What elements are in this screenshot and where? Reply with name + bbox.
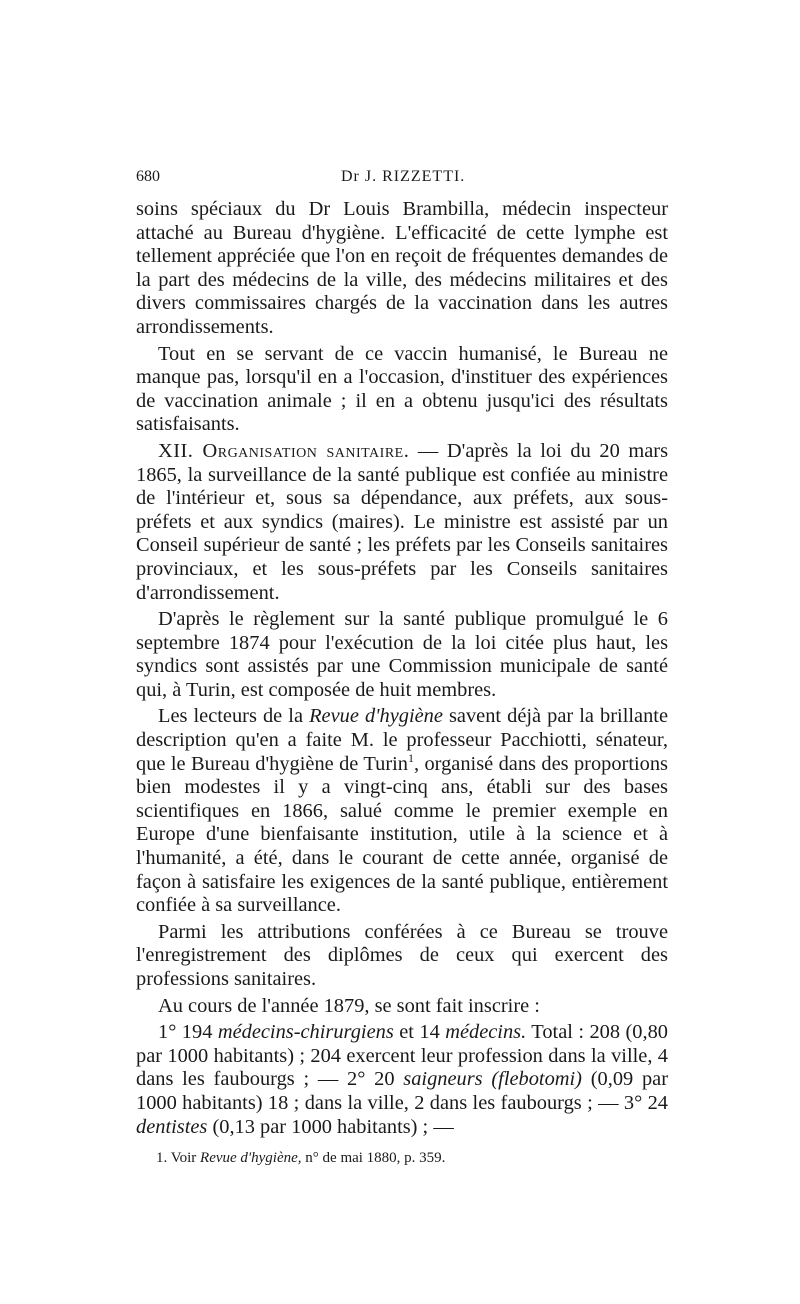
paragraph-5-part-b: savent déjà par la brillante description qu'en a faite M. le professeur Pacchiotti, sénateur, que le Bureau d'hygiène de Turin [136, 705, 668, 775]
page-header [136, 168, 668, 194]
footnote-number: 1. [156, 1150, 168, 1167]
footnote [136, 1149, 668, 1167]
p8-term-5: dentistes [136, 1115, 208, 1138]
p8-part-c: Total : 208 (0,80 par 1000 habitants) ; 204 exercent leur profession dans la ville, 4 dans les faubourgs ; — 2° 20 [136, 1021, 668, 1091]
book-page [136, 168, 668, 1167]
paragraph-7: Au cours de l'année 1879, se sont fait inscrire : [158, 994, 540, 1017]
paragraph-4: D'après le règlement sur la santé publique promulgué le 6 septembre 1874 pour l'exécution de la loi citée plus haut, les syndics sont assistés par une Commission municipale de santé qui, à Turin, est composée de huit membres. [136, 608, 668, 701]
p8-term-4: (flebotomi) [491, 1068, 582, 1091]
paragraph-3-text: — D'après la loi du 20 mars 1865, la surveillance de la santé publique est confiée au ministre de l'intérieur et, sous sa dépendance, aux préfets, aux sous-préfets et aux syndics (maires). Le ministre est assisté par un Conseil supérieur de santé ; les préfets par les Conseils sanitaires provinciaux, et les sous-préfets par les Conseils sanitaires d'arrondissement. [136, 439, 668, 604]
journal-title: Revue d'hygiène [309, 705, 443, 728]
paragraph-1: soins spéciaux du Dr Louis Brambilla, médecin inspecteur attaché au Bureau d'hygiène. L'efficacité de cette lymphe est tellement appréciée que l'on en reçoit de fréquentes demandes de la part des médecins de la ville, des médecins militaires et des divers commissaires chargés de la vaccination dans les autres arrondissements. [136, 198, 668, 338]
p8-part-e: (0,13 par 1000 habitants) ; — [212, 1115, 454, 1138]
running-head: Dr J. RIZZETTI. [341, 168, 466, 185]
page-number: 680 [136, 168, 160, 185]
paragraph-5-part-a: Les lecteurs de la [158, 705, 303, 728]
p8-part-d: (0,09 par 1000 habitants) 18 ; dans la ville, 2 dans les faubourgs ; — 3° 24 [136, 1068, 668, 1114]
paragraph-8 [136, 1021, 668, 1139]
paragraph-3 [136, 440, 668, 605]
p8-term-2: médecins. [445, 1021, 527, 1044]
paragraph-5 [136, 705, 668, 917]
p8-term-3: saigneurs [403, 1068, 483, 1091]
p8-part-a: 1° 194 [158, 1021, 213, 1044]
paragraph-2: Tout en se servant de ce vaccin humanisé, le Bureau ne manque pas, lorsqu'il en a l'occasion, d'instituer des expériences de vaccination animale ; il en a obtenu jusqu'ici des résultats satisfaisants. [136, 342, 668, 436]
paragraph-5-part-c: , organisé dans des proportions bien modestes il y a vingt-cinq ans, établi sur des bases scientifiques en 1866, salué comme le premier exemple en Europe d'une bienfaisante institution, utile à la science et à l'humanité, a été, dans le courant de cette année, organisé de façon à satisfaire les exigences de la santé publique, entièrement confiée à sa surveillance. [136, 752, 668, 917]
footnote-reference: 1 [407, 750, 414, 765]
body-text [136, 198, 668, 1139]
footnote-journal: Revue d'hygiène, [200, 1150, 302, 1167]
footnote-text-b: n° de mai 1880, p. 359. [305, 1150, 446, 1167]
paragraph-6: Parmi les attributions conférées à ce Bureau se trouve l'enregistrement des diplômes de ceux qui exercent des professions sanitaires. [136, 920, 668, 990]
footnote-text-a: Voir [170, 1150, 197, 1167]
section-heading: XII. Organisation sanitaire. [158, 439, 410, 462]
p8-part-b: et 14 [399, 1021, 440, 1044]
p8-term-1: médecins-chirurgiens [217, 1021, 394, 1044]
